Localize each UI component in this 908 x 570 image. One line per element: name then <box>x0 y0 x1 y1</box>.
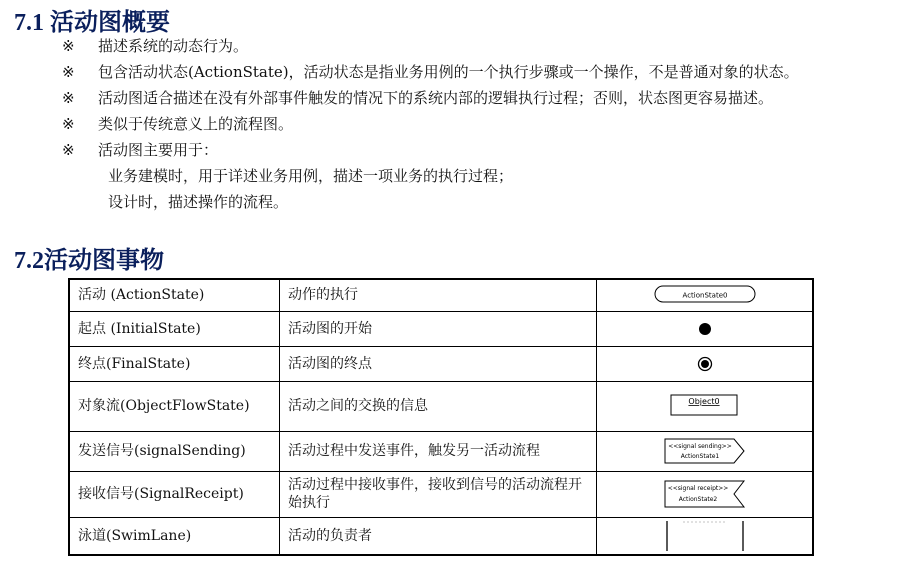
table-row <box>69 279 813 311</box>
bullet-text: 类似于传统意义上的流程图。 <box>98 115 294 133</box>
element-name-cell: 活动 (ActionState) <box>69 279 280 311</box>
bullet-item <box>62 140 902 160</box>
signal-receipt-stereotype: <<signal receipt>> <box>667 485 728 492</box>
bullet-marker: ※ <box>62 89 75 107</box>
action-state-label: ActionState0 <box>682 291 727 300</box>
signal-sending-label: ActionState1 <box>680 453 719 460</box>
bullet-text: 活动图主要用于： <box>98 141 219 159</box>
bullet-item <box>62 114 902 134</box>
signal-receipt-icon <box>662 479 748 509</box>
element-desc-cell: 动作的执行 <box>280 279 597 311</box>
element-icon-cell <box>597 431 814 471</box>
table-row <box>69 311 813 346</box>
table-row <box>69 346 813 381</box>
table-row <box>69 471 813 517</box>
section-title-activity-elements: 7.2活动图事物 <box>14 248 164 274</box>
bullet-marker: ※ <box>62 63 75 81</box>
element-icon-cell <box>597 311 814 346</box>
element-desc-cell: 活动之间的交换的信息 <box>280 381 597 431</box>
object-flow-icon <box>669 393 741 419</box>
object-flow-label: Object0 <box>687 397 720 406</box>
table-row <box>69 431 813 471</box>
bullet-marker: ※ <box>62 141 75 159</box>
element-desc-cell: 活动图的终点 <box>280 346 597 381</box>
element-desc-cell: 活动的负责者 <box>280 517 597 555</box>
element-name-cell: 发送信号(signalSending) <box>69 431 280 471</box>
element-name-cell: 终点(FinalState) <box>69 346 280 381</box>
signal-receipt-label: ActionState2 <box>678 496 717 503</box>
element-icon-cell <box>597 346 814 381</box>
sub-item: 业务建模时，用于详述业务用例，描述一项业务的执行过程； <box>108 167 514 185</box>
element-icon-cell <box>597 517 814 555</box>
element-desc-cell: 活动图的开始 <box>280 311 597 346</box>
element-name-cell: 泳道(SwimLane) <box>69 517 280 555</box>
bullet-item <box>62 62 902 82</box>
bullet-item <box>62 88 902 108</box>
table-row <box>69 517 813 555</box>
action-state-icon <box>650 284 760 306</box>
activity-elements-table <box>68 278 814 556</box>
bullet-marker: ※ <box>62 115 75 133</box>
section-title-activity-overview: 7.1 活动图概要 <box>14 10 170 36</box>
bullet-text: 描述系统的动态行为。 <box>98 37 249 55</box>
element-icon-cell <box>597 279 814 311</box>
bullet-text: 包含活动状态(ActionState)，活动状态是指业务用例的一个执行步骤或一个操作，不是普通对象的状态。 <box>98 63 799 81</box>
signal-sending-stereotype: <<signal sending>> <box>667 443 732 450</box>
initial-state-icon <box>695 319 715 339</box>
bullet-text: 活动图适合描述在没有外部事件触发的情况下的系统内部的逻辑执行过程；否则，状态图更容易描述。 <box>98 89 774 107</box>
element-name-cell: 对象流(ObjectFlowState) <box>69 381 280 431</box>
sub-item: 设计时，描述操作的流程。 <box>108 193 289 211</box>
swimlane-icon <box>663 520 747 552</box>
element-desc-cell: 活动过程中接收事件，接收到信号的活动流程开始执行 <box>280 471 597 517</box>
final-state-icon <box>695 354 715 374</box>
signal-sending-icon <box>662 437 748 465</box>
element-icon-cell <box>597 471 814 517</box>
element-desc-cell: 活动过程中发送事件，触发另一活动流程 <box>280 431 597 471</box>
element-name-cell: 起点 (InitialState) <box>69 311 280 346</box>
element-icon-cell <box>597 381 814 431</box>
bullet-marker: ※ <box>62 37 75 55</box>
table-row <box>69 381 813 431</box>
element-name-cell: 接收信号(SignalReceipt) <box>69 471 280 517</box>
overview-bullet-list <box>62 36 902 218</box>
bullet-item <box>62 36 902 56</box>
